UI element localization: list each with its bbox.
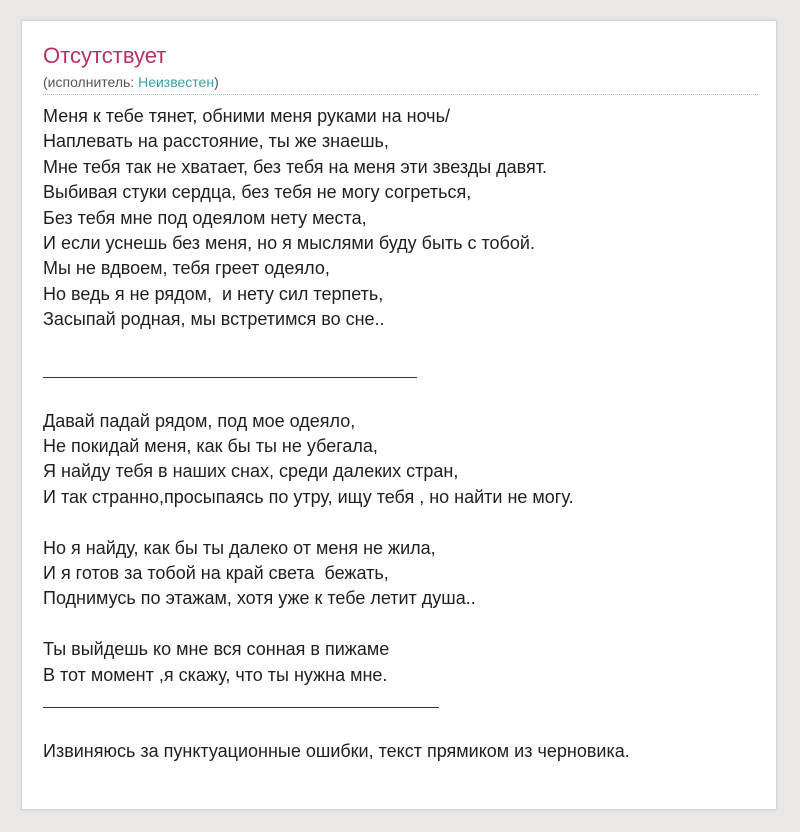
lyric-line: Меня к тебе тянет, обними меня руками на ночь/ [43,106,450,126]
lyric-line: Мы не вдвоем, тебя греет одеяло, [43,258,330,279]
lyric-line: Наплевать на расстояние, ты же знаешь, [43,131,389,152]
lyric-line: Ты выйдешь ко мне вся сонная в пижаме [43,639,390,660]
blank-line [43,333,758,358]
blank-line [43,612,758,637]
lyric-line: И я готов за тобой на край света бежать, [43,563,389,584]
artist-suffix: ) [214,74,219,90]
lyrics-card [21,20,777,810]
lyric-line: Выбивая стуки сердца, без тебя не могу согреться, [43,182,472,203]
lyric-line: Без тебя мне под одеялом нету места, [43,207,367,228]
lyric-line: В тот момент ,я скажу, что ты нужна мне. [43,664,388,685]
lyric-line: Я найду тебя в наших снах, среди далеких стран, [43,461,459,482]
song-title: Отсутствует [43,43,167,68]
header-divider [43,94,758,95]
lyric-line: Мне тебя так не хватает, без тебя на меня эти звезды давят. [43,156,548,177]
blank-line [43,713,758,738]
lyric-line: Засыпай родная, мы встретимся во сне.. [43,309,385,330]
author-note: Извиняюсь за пунктуационные ошибки, текст прямиком из черновика. [43,740,630,761]
lyric-line: Но я найду, как бы ты далеко от меня не жила, [43,537,436,558]
lyric-line: Не покидай меня, как бы ты не убегала, [43,436,378,457]
lyrics-body [43,104,758,764]
separator-line [43,358,758,383]
lyric-line: И если уснешь без меня, но я мыслями буду быть с тобой. [43,232,535,253]
blank-line [43,383,758,408]
artist-prefix: (исполнитель: [43,74,139,90]
lyric-line: Поднимусь по этажам, хотя уже к тебе летит душа.. [43,588,476,609]
separator-rule [43,377,417,378]
lyric-line: Давай падай рядом, под мое одеяло, [43,410,356,431]
artist-link[interactable]: Неизвестен [138,74,215,90]
separator-line [43,688,758,713]
lyric-line: И так странно,просыпаясь по утру, ищу тебя , но найти не могу. [43,486,574,507]
artist-line [43,73,219,91]
lyric-line: Но ведь я не рядом, и нету сил терпеть, [43,283,384,304]
separator-rule [43,707,439,708]
blank-line [43,510,758,535]
